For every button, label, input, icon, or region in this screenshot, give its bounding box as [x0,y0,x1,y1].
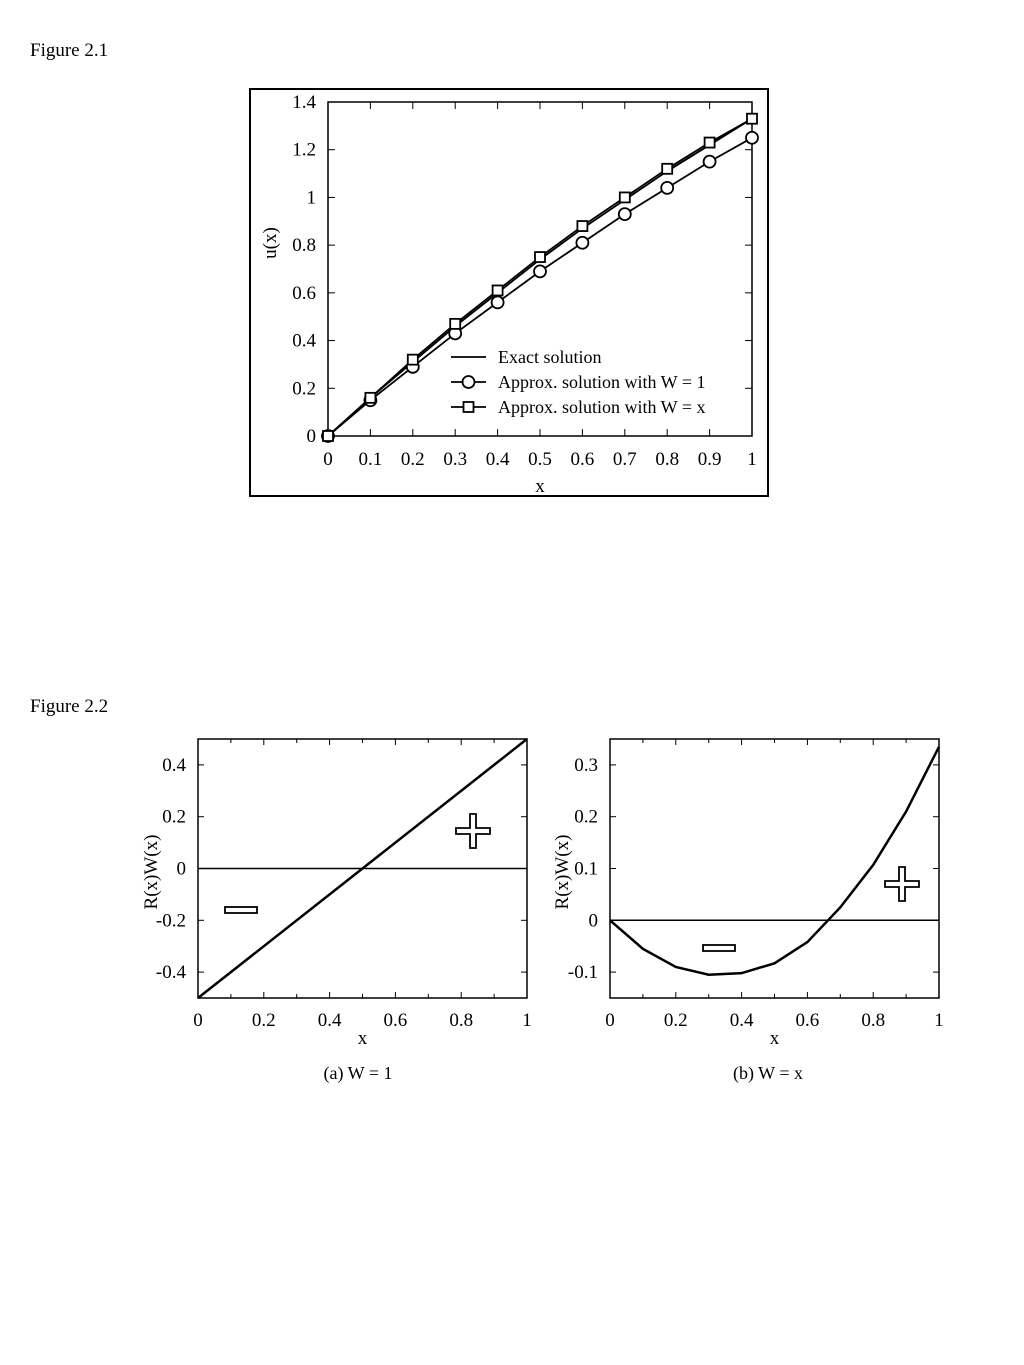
fig2a-x-tick-label: 0 [193,1010,203,1031]
fig2b-x-tick-label: 0.8 [861,1010,886,1031]
fig2a-y-tick-label: -0.2 [155,910,186,932]
fig2b-y-axis-label: R(x)W(x) [552,834,573,910]
fig1-square-marker [620,192,630,202]
fig1-square-marker [323,431,333,441]
fig1-circle-marker [619,208,631,220]
fig2b-x-tick-label: 0.6 [795,1010,820,1031]
fig1-y-tick-label: 1.2 [292,139,316,161]
fig1-x-axis-label: x [535,476,545,497]
fig2b-y-tick-label: 0.3 [574,754,598,776]
fig1-y-tick-label: 1 [306,187,316,209]
fig1-circle-marker [661,182,673,194]
legend-label-2: Approx. solution with W = 1 [498,372,706,392]
fig1-square-marker [493,285,503,295]
fig1-y-axis-label: u(x) [260,227,281,259]
fig2b-y-tick-label: 0 [588,910,598,932]
fig2b-x-tick-label: 0.4 [729,1010,754,1031]
fig2a-plus-sign [456,814,490,848]
fig2a-x-tick-label: 0.2 [251,1010,276,1031]
fig2a-y-tick-label: 0 [176,858,186,880]
fig1-x-tick-label: 0.7 [612,449,637,470]
fig2b-x-tick-label: 1 [934,1010,944,1031]
fig1-x-tick-label: 0.5 [528,449,552,470]
fig1-x-tick-label: 0.3 [443,449,468,470]
fig2b-plus-sign [885,867,919,901]
fig1-y-tick-label: 0.4 [292,330,316,352]
fig2b-minus-sign [703,945,735,951]
fig2b-y-tick-label: 0.1 [574,858,598,880]
figure-2-2-label: Figure 2.2 [30,696,109,717]
fig1-circle-marker [704,156,716,168]
figure-2-2b-caption: (b) W = x [733,1063,803,1083]
fig1-circle-marker [534,265,546,277]
fig2a-x-tick-label: 0.6 [383,1010,408,1031]
fig1-x-tick-label: 0.2 [400,449,425,470]
fig1-y-tick-label: 0.6 [292,282,316,304]
fig1-x-tick-label: 0.9 [697,449,722,470]
fig1-y-tick-label: 1.4 [292,92,316,113]
fig1-square-marker [662,164,672,174]
fig2a-y-tick-label: 0.4 [162,754,186,776]
fig1-square-marker [747,114,757,124]
figure-2-1-label: Figure 2.1 [30,40,109,61]
fig2b-y-tick-label: 0.2 [574,806,598,828]
fig2a-y-tick-label: 0.2 [162,806,186,828]
fig1-square-marker [365,393,375,403]
fig1-circle-marker [492,296,504,308]
fig2a-x-tick-label: 0.4 [317,1010,342,1031]
fig1-circle-marker [576,237,588,249]
legend-label-1: Exact solution [498,347,602,367]
fig2a-minus-sign [225,907,257,913]
fig1-circle-marker [746,132,758,144]
fig1-x-tick-label: 0.6 [570,449,595,470]
legend-square-marker [464,402,474,412]
fig2a-x-axis-label: x [357,1028,368,1049]
fig1-x-tick-label: 1 [747,449,757,470]
fig2a-y-axis-label: R(x)W(x) [141,834,162,910]
fig1-square-marker [408,355,418,365]
figure-2-2a-caption: (a) W = 1 [323,1063,393,1083]
fig1-square-marker [577,221,587,231]
fig1-y-tick-label: 0.2 [292,378,316,400]
fig1-x-tick-label: 0.4 [485,449,510,470]
fig1-y-tick-label: 0 [306,426,316,447]
fig1-x-tick-label: 0.1 [358,449,383,470]
legend-circle-marker [463,376,475,388]
fig1-y-tick-label: 0.8 [292,235,316,257]
fig2a-y-tick-label: -0.4 [155,962,186,984]
fig2a-x-tick-label: 1 [522,1010,532,1031]
fig1-square-marker [450,319,460,329]
fig1-x-tick-label: 0.8 [655,449,680,470]
fig1-x-tick-label: 0 [323,449,333,470]
fig2b-y-tick-label: -0.1 [567,962,598,984]
fig2a-x-tick-label: 0.8 [449,1010,474,1031]
legend-label-3: Approx. solution with W = x [498,397,706,417]
fig2b-x-tick-label: 0 [605,1010,615,1031]
fig1-square-marker [705,138,715,148]
fig2b-x-axis-label: x [769,1028,780,1049]
fig2b-x-tick-label: 0.2 [663,1010,688,1031]
fig1-square-marker [535,252,545,262]
fig2b-series-line-1 [610,747,939,975]
